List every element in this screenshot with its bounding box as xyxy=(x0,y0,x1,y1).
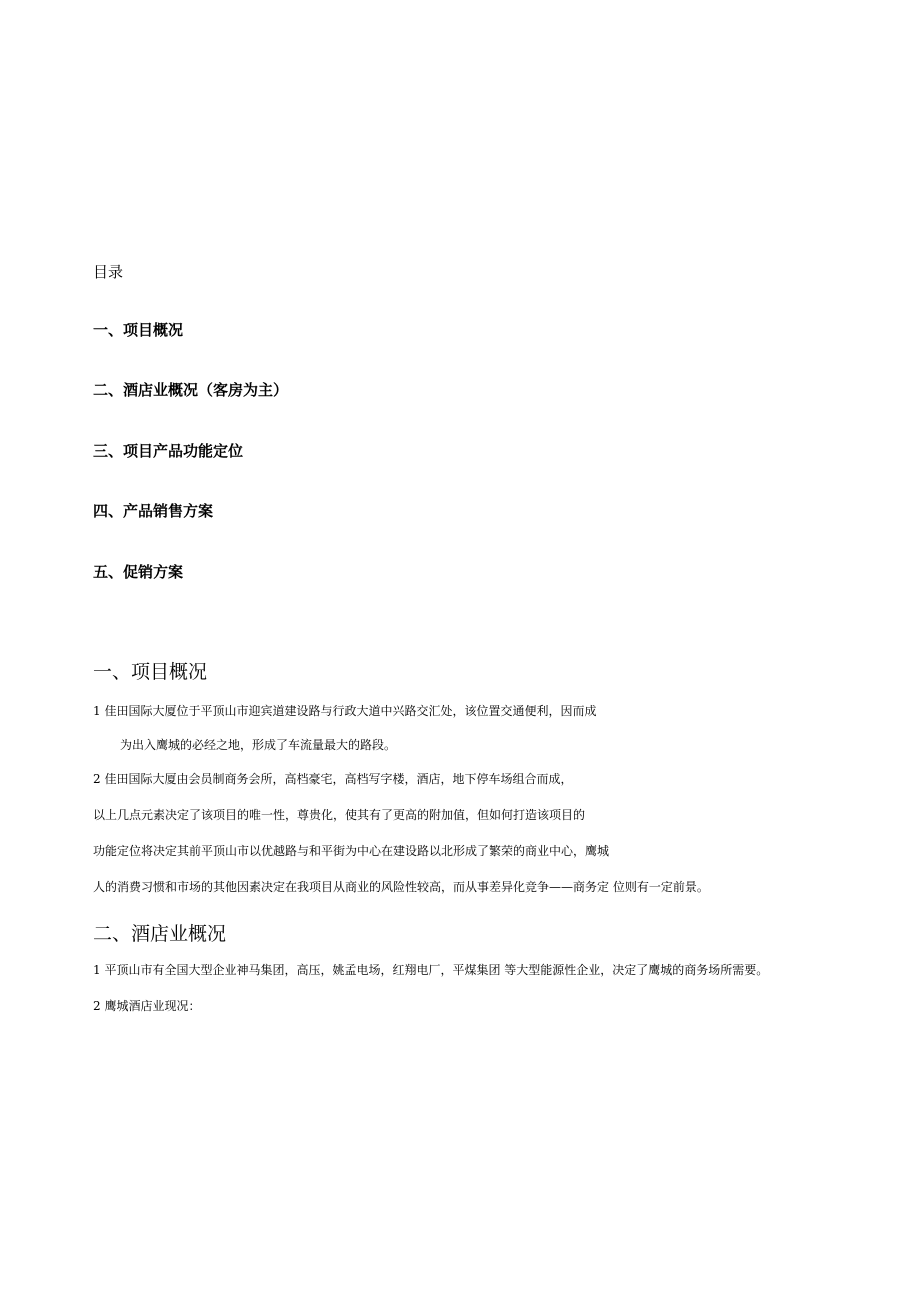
paragraph-line: 1 佳田国际大厦位于平顶山市迎宾道建设路与行政大道中兴路交汇处，该位置交通便利，因而成 xyxy=(93,704,597,718)
paragraph-line: 2 鹰城酒店业现况： xyxy=(93,999,201,1013)
paragraph-line: 1 平顶山市有全国大型企业神马集团，高压，姚孟电场，红翔电厂，平煤集团 等大型能源性企业，决定了鹰城的商务场所需要。 xyxy=(93,963,769,977)
toc-item-product-positioning: 三、项目产品功能定位 xyxy=(93,442,244,460)
section-heading-hotel-overview: 二、酒店业概况 xyxy=(93,923,227,945)
section-heading-project-overview: 一、项目概况 xyxy=(93,661,208,683)
paragraph-line: 2 佳田国际大厦由会员制商务会所，高档豪宅，高档写字楼，酒店，地下停车场组合而成， xyxy=(93,772,573,786)
toc-title: 目录 xyxy=(93,263,124,281)
toc-item-sales-plan: 四、产品销售方案 xyxy=(93,502,214,520)
toc-item-hotel-overview: 二、酒店业概况（客房为主） xyxy=(93,381,289,399)
paragraph-line: 人的消费习惯和市场的其他因素决定在我项目从商业的风险性较高，而从事差异化竞争——商务定 位则有一定前景。 xyxy=(93,880,709,894)
toc-item-promotion-plan: 五、促销方案 xyxy=(93,563,184,581)
paragraph-line: 为出入鹰城的必经之地，形成了车流量最大的路段。 xyxy=(120,738,397,752)
paragraph-line: 以上几点元素决定了该项目的唯一性，尊贵化，使其有了更高的附加值，但如何打造该项目的 xyxy=(93,808,586,822)
paragraph-line: 功能定位将决定其前平顶山市以优越路与和平街为中心在建设路以北形成了繁荣的商业中心，鹰城 xyxy=(93,844,610,858)
toc-item-project-overview: 一、项目概况 xyxy=(93,321,184,339)
